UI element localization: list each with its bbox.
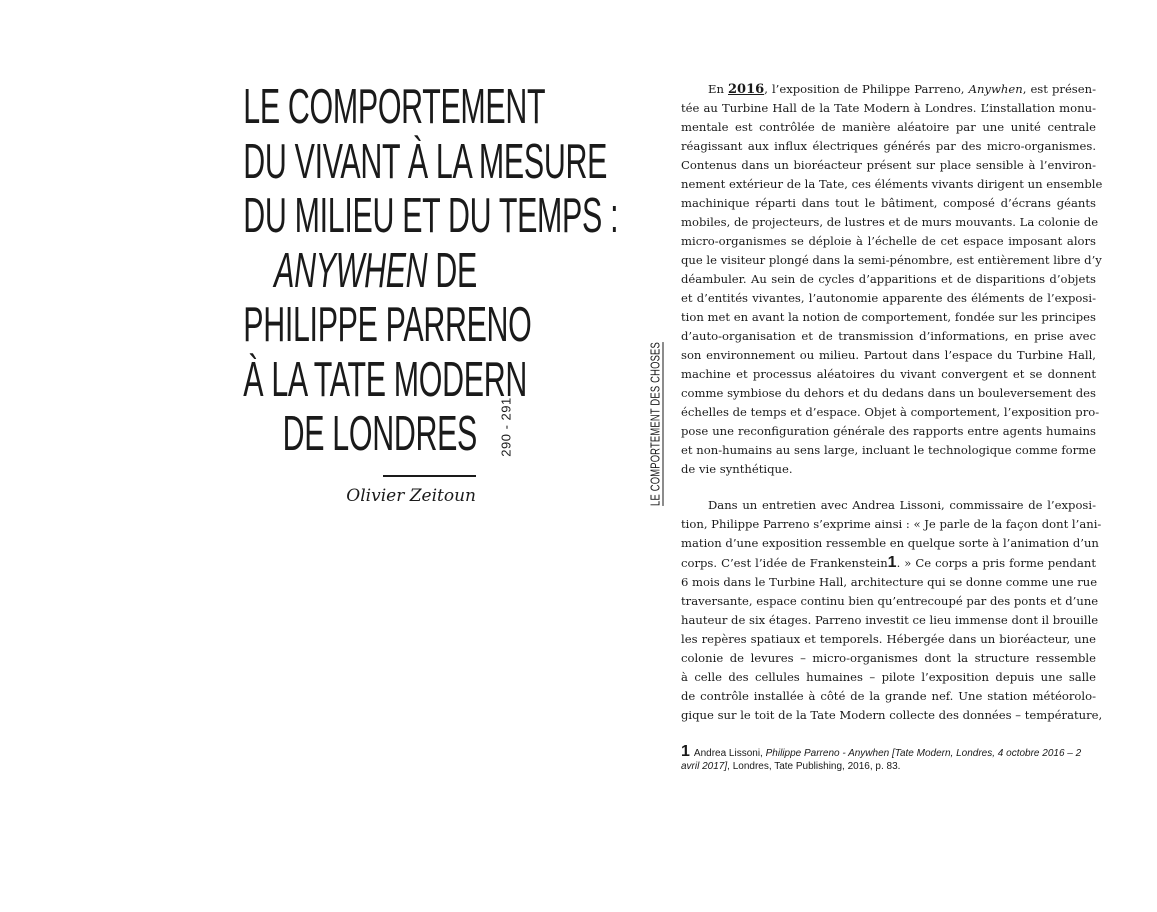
- text-line: corps. C’est l’idée de Frankenstein1. » Ce corps a pris forme pendant: [681, 554, 1096, 571]
- text-line: pose une reconfiguration générale des rapports entre agents humains: [681, 424, 1096, 438]
- text-line: comme symbiose du dehors et du dedans dans un bouleversement des: [681, 386, 1096, 400]
- text-line: mentale est contrôlée de manière aléatoire par une unité centrale: [681, 120, 1096, 134]
- year-highlight: 2016: [728, 82, 765, 97]
- text-line: les repères spatiaux et temporels. Hébergée dans un bioréacteur, une: [681, 632, 1096, 646]
- text-line: traversante, espace continu bien qu’entrecoupé par des ponts et d’une: [681, 594, 1099, 608]
- text-line: micro-organismes se déploie à l’échelle de cet espace imposant alors: [681, 234, 1096, 248]
- text-line: de vie synthétique.: [681, 462, 793, 476]
- body-paragraph-1: [681, 80, 1103, 479]
- footnote-publisher: , Londres, Tate Publishing, 2016, p. 83.: [727, 761, 901, 772]
- text-line: tée au Turbine Hall de la Tate Modern à Londres. L’installation monu-: [681, 101, 1096, 115]
- text-line: colonie de levures – micro-organismes dont la structure ressemble: [681, 651, 1096, 665]
- text-line: mation d’une exposition ressemble en quelque sorte à l’animation d’un: [681, 536, 1099, 550]
- title-line-rest: DE: [427, 243, 477, 298]
- text-line: échelles de temps et d’espace. Objet à comportement, l’exposition pro-: [681, 405, 1100, 419]
- body-paragraph-2: [681, 496, 1103, 725]
- title-line: DE LONDRES: [282, 407, 477, 461]
- title-line: PHILIPPE PARRENO: [243, 298, 532, 352]
- footnote-reference[interactable]: 1: [887, 554, 897, 571]
- text-line: et d’entités vivantes, l’autonomie apparente des éléments de l’exposi-: [681, 291, 1096, 305]
- text-line: réagissant aux influx électriques générés par des micro-organismes.: [681, 139, 1096, 153]
- page-numbers-text: 290 - 291: [498, 397, 514, 457]
- text-line: à celle des cellules humaines – pilote l’exposition depuis une salle: [681, 670, 1096, 684]
- text-line: de contrôle installée à côté de la grande nef. Une station météorolo-: [681, 689, 1096, 703]
- running-head: [646, 342, 664, 506]
- footnote-author: Andrea Lissoni,: [693, 748, 766, 759]
- text-line: 6 mois dans le Turbine Hall, architecture qui se donne comme une rue: [681, 575, 1098, 589]
- title-line: À LA TATE MODERN: [243, 352, 527, 407]
- title-line: LE COMPORTEMENT: [243, 80, 546, 134]
- text-line: gique sur le toit de la Tate Modern collecte des données – température,: [681, 708, 1103, 722]
- artwork-title: Anywhen: [968, 82, 1023, 96]
- text-line: En 2016, l’exposition de Philippe Parreno, Anywhen, est présen-: [708, 82, 1097, 97]
- running-head-text: LE COMPORTEMENT DES CHOSES: [647, 342, 663, 506]
- title-artwork-name: ANYWHEN: [274, 243, 428, 298]
- text-line: et non-humains au sens large, incluant le technologique comme forme: [681, 443, 1096, 457]
- text-line: d’auto-organisation et de transmission d’informations, en prise avec: [681, 329, 1096, 343]
- text-line: Contenus dans un bioréacteur présent sur place sensible à l’environ-: [681, 158, 1096, 172]
- title-divider: [383, 475, 476, 477]
- text-line: hauteur de six étages. Parreno investit ce lieu immense dont il brouille: [681, 613, 1099, 627]
- text-line: mobiles, de projecteurs, de lustres et de murs mouvants. La colonie de: [681, 215, 1099, 229]
- text-line: que le visiteur plongé dans la semi-pénombre, est entièrement libre d’y: [681, 253, 1102, 267]
- footnote-source-title: Philippe Parreno - Anywhen [Tate Modern, Londres, 4 octobre 2016 – 2 avril 2017]: [681, 748, 1082, 772]
- author-name: Olivier Zeitoun: [346, 486, 476, 506]
- text-line: son environnement ou milieu. Partout dans l’espace du Turbine Hall,: [681, 348, 1096, 362]
- text-line: Dans un entretien avec Andrea Lissoni, commissaire de l’exposi-: [708, 498, 1096, 512]
- footnote-number: 1: [681, 743, 690, 760]
- footnote: [681, 745, 1096, 773]
- text-line: tion, Philippe Parreno s’exprime ainsi : « Je parle de la façon dont l’ani-: [681, 517, 1102, 531]
- text-line: nement extérieur de la Tate, ces éléments vivants dirigent un ensemble: [681, 177, 1103, 191]
- title-line: DU MILIEU ET DU TEMPS :: [243, 189, 619, 243]
- text-line: déambuler. Au sein de cycles d’apparitions et de disparitions d’objets: [681, 272, 1096, 286]
- text-line: machinique réparti dans tout le bâtiment, composé d’écrans géants: [681, 196, 1096, 210]
- text-line: tion met en avant la notion de comportement, fondée sur les principes: [681, 310, 1096, 324]
- title-line: [243, 244, 477, 299]
- text-line: machine et processus aléatoires du vivant convergent et se donnent: [681, 367, 1096, 381]
- page-numbers: [498, 397, 514, 457]
- title-line: DU VIVANT À LA MESURE: [243, 134, 608, 189]
